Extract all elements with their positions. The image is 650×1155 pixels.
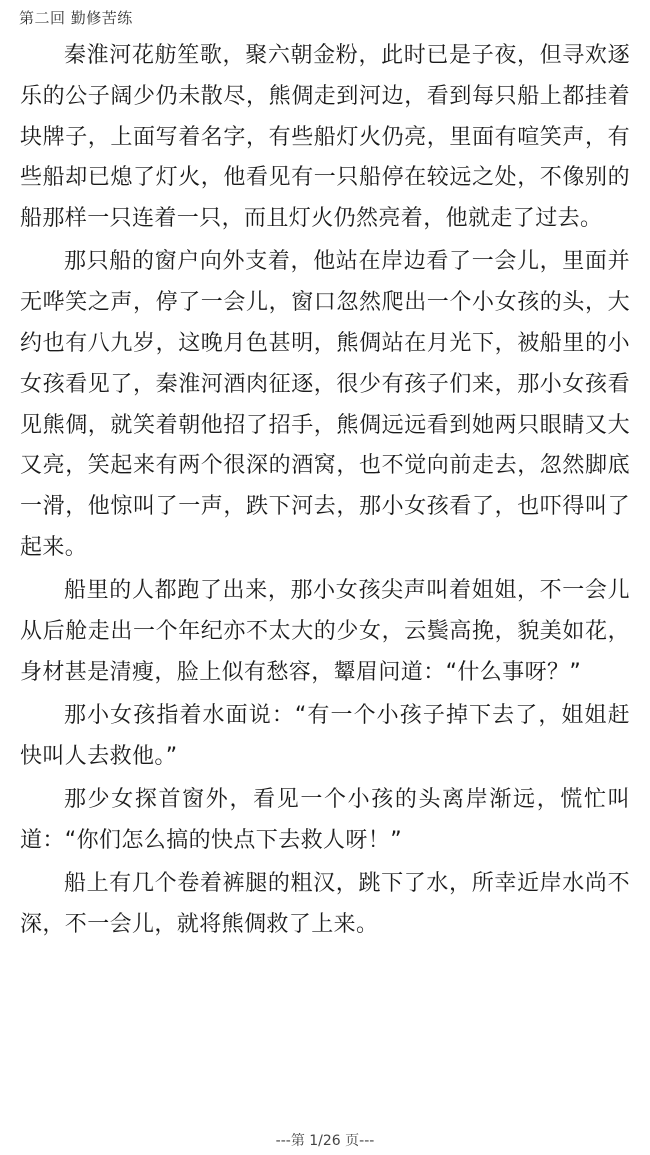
page-indicator: ---第 1/26 页--- xyxy=(275,1133,375,1149)
chapter-title: 第二回 勤修苦练 xyxy=(19,9,133,27)
paragraph: 船里的人都跑了出来，那小女孩尖声叫着姐姐，不一会儿从后舱走出一个年纪亦不太大的少女，云鬓高挽，貌美如花，身材甚是清瘦，脸上似有愁容，颦眉问道：“什么事呀？” xyxy=(20,578,630,685)
paragraph: 那只船的窗户向外支着，他站在岸边看了一会儿，里面并无哗笑之声，停了一会儿，窗口忽然爬出一个小女孩的头，大约也有八九岁，这晚月色甚明，熊倜站在月光下，被船里的小女孩看见了，秦淮河酒肉征逐，很少有孩子们来，那小女孩看见熊倜，就笑着朝他招了招手，熊倜远远看到她两只眼睛又大又亮，笑起来有两个很深的酒窝，也不觉向前走去，忽然脚底一滑，他惊叫了一声，跌下河去，那小女孩看了，也吓得叫了起来。 xyxy=(20,249,630,561)
paragraph: 那少女探首窗外，看见一个小孩的头离岸渐远，慌忙叫道：“你们怎么搞的快点下去救人呀！” xyxy=(20,787,630,854)
chapter-text xyxy=(20,36,630,946)
paragraph: 秦淮河花舫笙歌，聚六朝金粉，此时已是子夜，但寻欢逐乐的公子阔少仍未散尽，熊倜走到河边，看到每只船上都挂着块牌子，上面写着名字，有些船灯火仍亮，里面有喧笑声，有些船却已熄了灯火，他看见有一只船停在较远之处，不像别的船那样一只连着一只，而且灯火仍然亮着，他就走了过去。 xyxy=(20,43,630,232)
paragraph: 船上有几个卷着裤腿的粗汉，跳下了水，所幸近岸水尚不深，不一会儿，就将熊倜救了上来。 xyxy=(20,871,630,938)
paragraph: 那小女孩指着水面说：“有一个小孩子掉下去了，姐姐赶快叫人去救他。” xyxy=(20,703,630,770)
